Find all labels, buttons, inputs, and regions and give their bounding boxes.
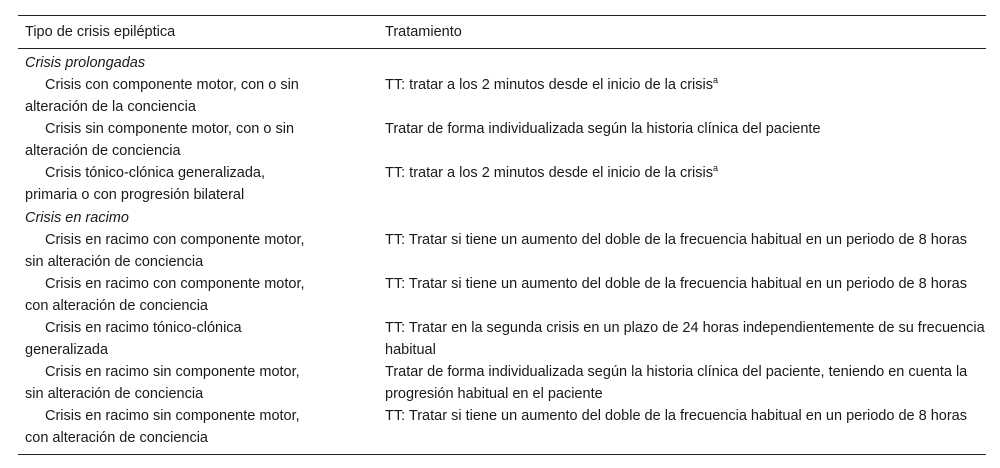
seizure-type-line1: Crisis en racimo sin componente motor, — [45, 364, 300, 380]
seizure-type-line2: sin alteración de conciencia — [25, 254, 204, 270]
seizure-type-cell — [18, 74, 378, 118]
table-row — [18, 74, 986, 118]
treatment-cell — [378, 74, 986, 118]
seizure-type-line2: con alteración de conciencia — [25, 430, 208, 446]
header-treatment: Tratamiento — [385, 24, 462, 40]
seizure-type-cell — [18, 118, 378, 162]
table-row — [18, 162, 986, 206]
seizure-type-line1: Crisis en racimo con componente motor, — [45, 232, 305, 248]
table-body — [18, 49, 986, 455]
seizure-type-cell — [18, 273, 378, 317]
seizure-type-line1: Crisis con componente motor, con o sin — [45, 77, 299, 93]
seizure-type-cell — [18, 361, 378, 405]
seizure-type-line2: alteración de la conciencia — [25, 99, 196, 115]
footnote-marker: a — [713, 163, 719, 173]
treatment-cell: TT: Tratar si tiene un aumento del doble de la frecuencia habitual en un periodo de 8 horas — [385, 276, 967, 292]
seizure-type-cell — [18, 229, 378, 273]
seizure-type-line1: Crisis sin componente motor, con o sin — [45, 121, 295, 137]
seizure-treatment-table-container — [18, 15, 986, 455]
section-row-cluster — [18, 206, 986, 229]
table-row — [18, 317, 986, 361]
section-title: Crisis prolongadas — [25, 55, 146, 71]
seizure-type-line2: generalizada — [25, 342, 109, 358]
table-header — [18, 16, 986, 49]
treatment-cell: TT: Tratar si tiene un aumento del doble de la frecuencia habitual en un periodo de 8 horas — [385, 232, 967, 248]
header-seizure-type: Tipo de crisis epiléptica — [25, 24, 176, 40]
header-row — [18, 16, 986, 49]
treatment-text: TT: tratar a los 2 minutos desde el inicio de la crisis — [385, 165, 713, 181]
treatment-text: Tratar de forma individualizada según la historia clínica del paciente — [385, 121, 821, 137]
table-row — [18, 361, 986, 405]
treatment-cell: TT: Tratar en la segunda crisis en un plazo de 24 horas independientemente de su frecuencia habitual — [385, 320, 985, 358]
treatment-cell — [378, 162, 986, 206]
table-row — [18, 273, 986, 317]
seizure-type-cell — [18, 405, 378, 455]
section-title: Crisis en racimo — [25, 210, 129, 226]
section-row-prolonged — [18, 49, 986, 75]
seizure-type-cell — [18, 162, 378, 206]
seizure-type-line2: con alteración de conciencia — [25, 298, 208, 314]
treatment-cell: Tratar de forma individualizada según la historia clínica del paciente, teniendo en cuenta la progresión habitual en el paciente — [385, 364, 968, 402]
seizure-type-line1: Crisis en racimo con componente motor, — [45, 276, 305, 292]
treatment-cell — [378, 118, 986, 162]
table-row — [18, 405, 986, 455]
table-row — [18, 118, 986, 162]
seizure-type-line2: primaria o con progresión bilateral — [25, 187, 245, 203]
treatment-text: TT: tratar a los 2 minutos desde el inicio de la crisis — [385, 77, 713, 93]
table-row — [18, 229, 986, 273]
seizure-type-line1: Crisis en racimo sin componente motor, — [45, 408, 300, 424]
seizure-type-cell — [18, 317, 378, 361]
seizure-type-line1: Crisis tónico-clónica generalizada, — [45, 165, 266, 181]
seizure-type-line2: sin alteración de conciencia — [25, 386, 204, 402]
seizure-treatment-table — [18, 15, 986, 455]
seizure-type-line2: alteración de conciencia — [25, 143, 181, 159]
treatment-cell: TT: Tratar si tiene un aumento del doble de la frecuencia habitual en un periodo de 8 horas — [385, 408, 967, 424]
seizure-type-line1: Crisis en racimo tónico-clónica — [45, 320, 242, 336]
footnote-marker: a — [713, 75, 719, 85]
